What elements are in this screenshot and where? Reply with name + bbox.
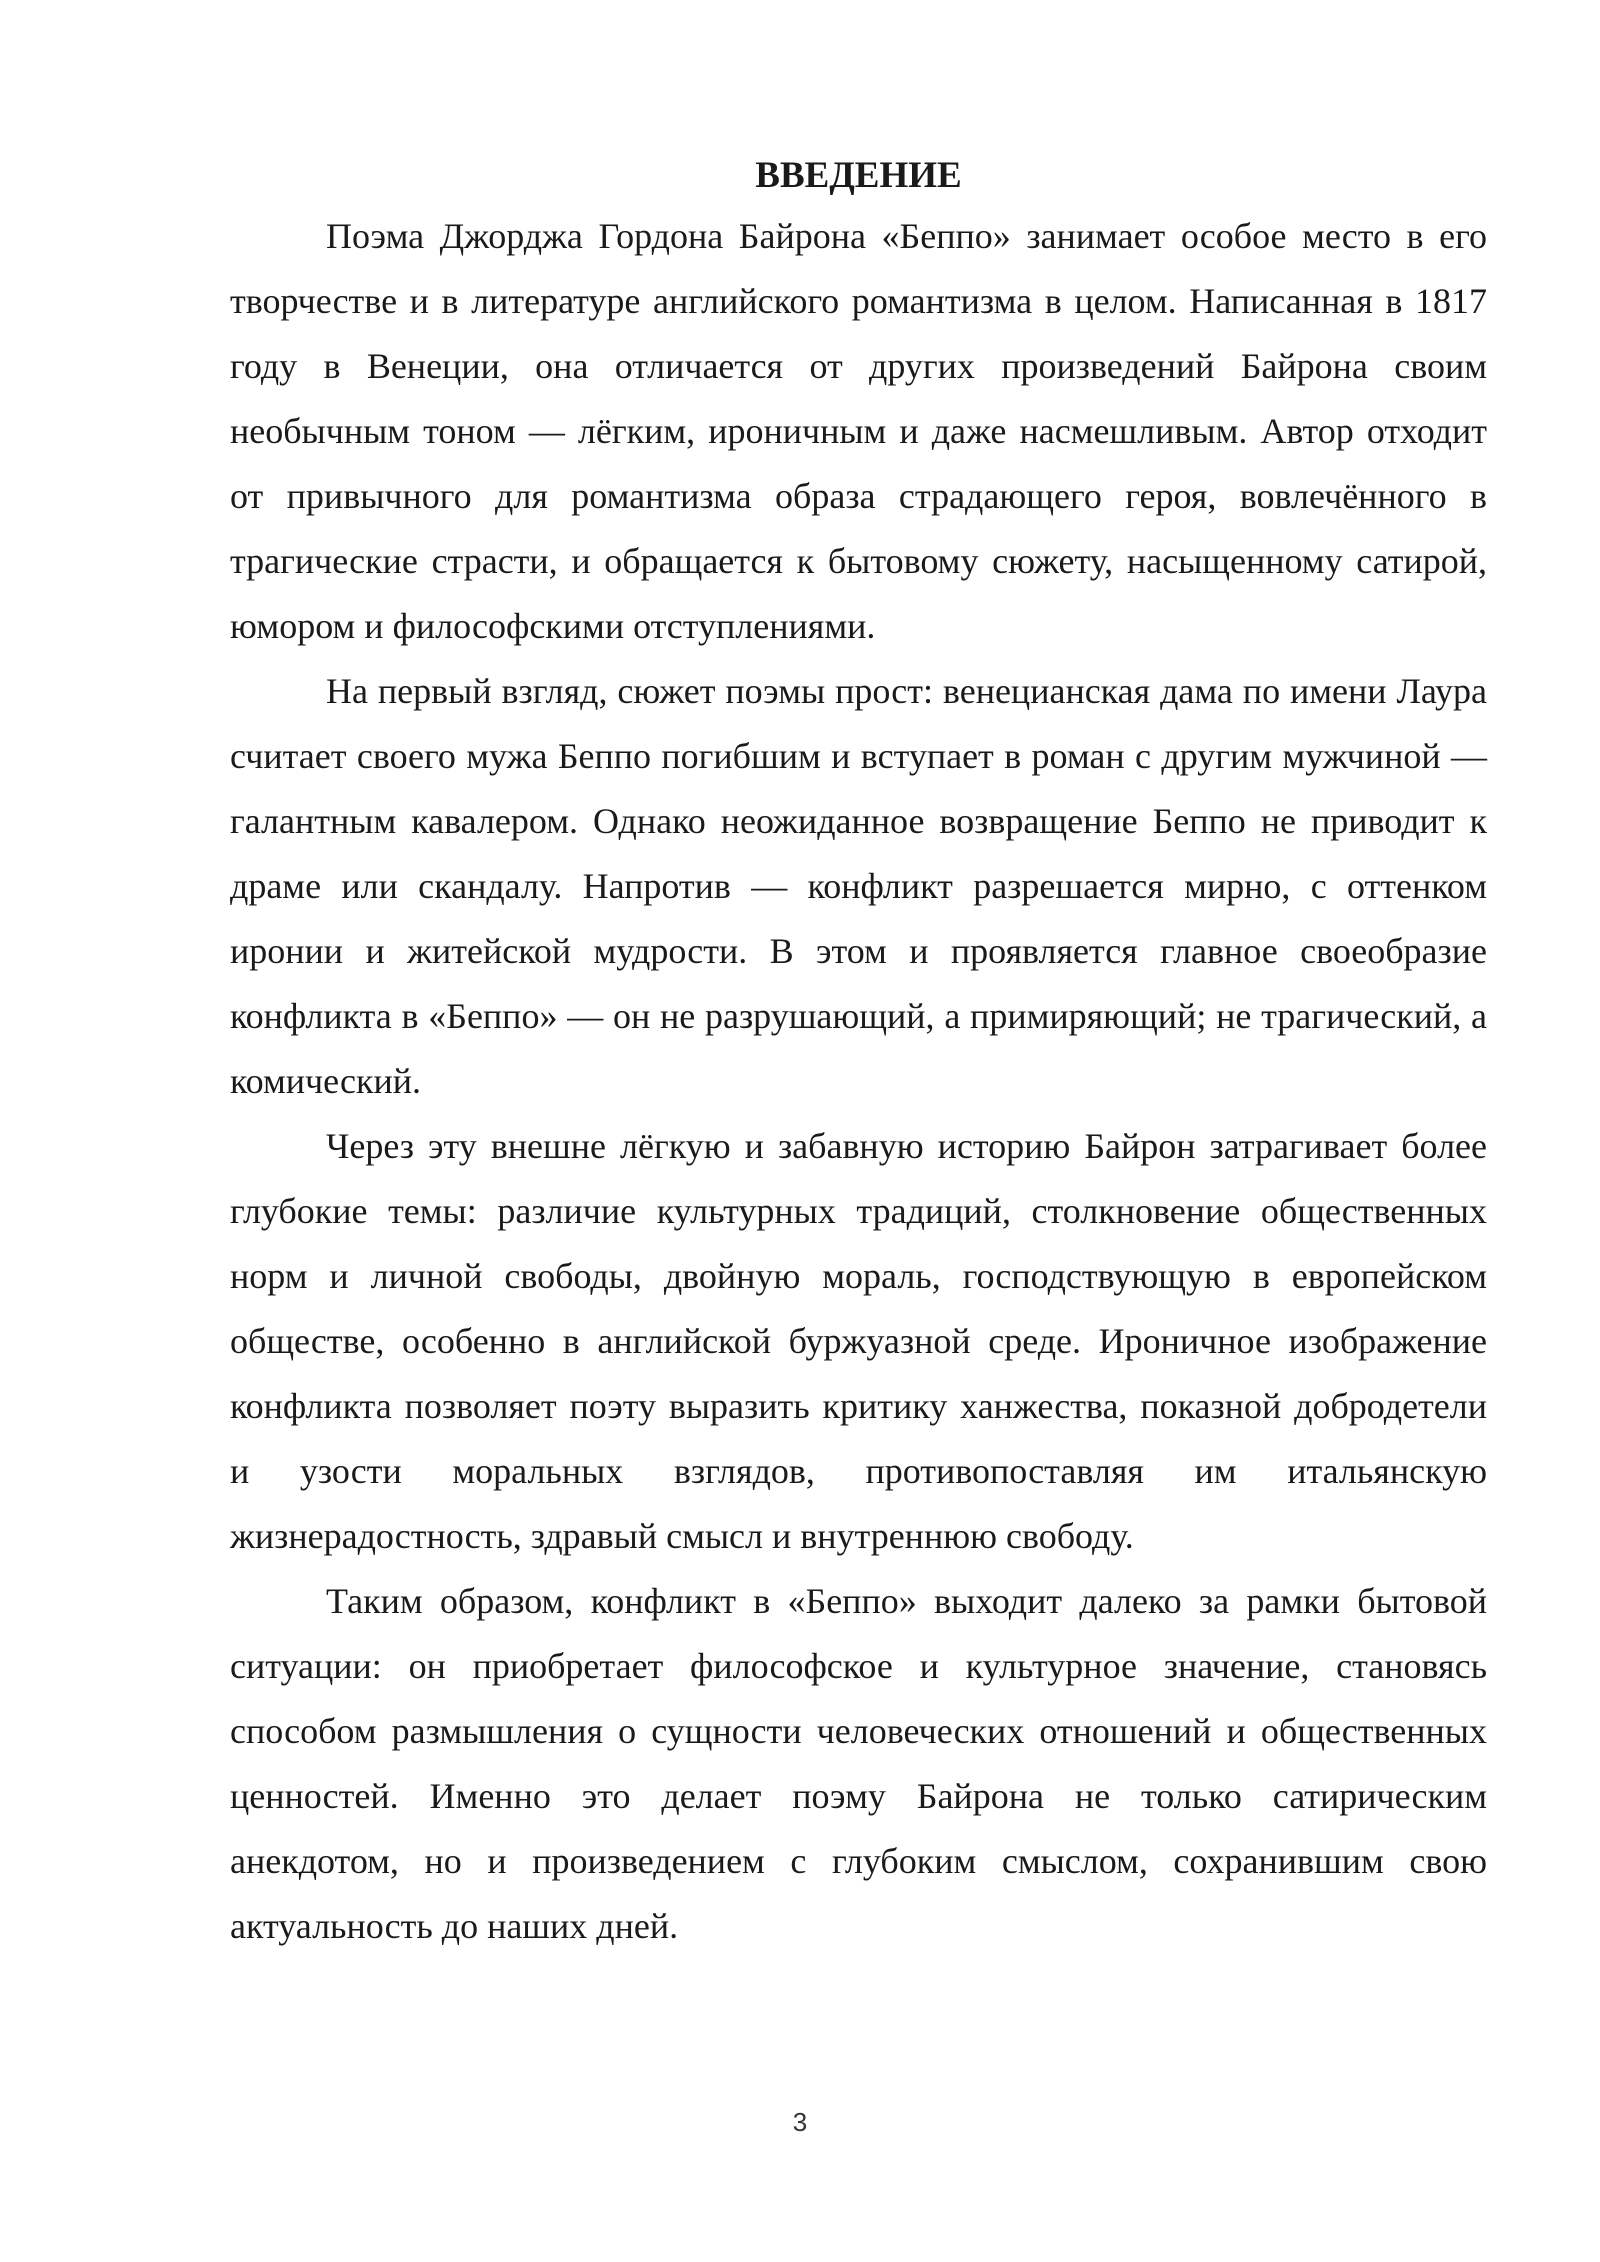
paragraph-1: Поэма Джорджа Гордона Байрона «Беппо» занимает особое место в его творчестве и в литературе английского романтизма в целом. Написанная в 1817 году в Венеции, она отличается от других произведений Байрона своим необычным тоном — лёгким, ироничным и даже насмешливым. Автор отходит от привычного для романтизма образа страдающего героя, вовлечённого в трагические страсти, и обращается к бытовому сюжету, насыщенному сатирой, юмором и философскими отступлениями.	[230, 216, 1487, 646]
paragraph-3: Через эту внешне лёгкую и забавную историю Байрон затрагивает более глубокие темы: различие культурных традиций, столкновение общественных норм и личной свободы, двойную мораль, господствующую в европейском обществе, особенно в английской буржуазной среде. Ироничное изображение конфликта позволяет поэту выразить критику ханжества, показной добродетели и узости моральных взглядов, противопоставляя им итальянскую жизнерадостность, здравый смысл и внутреннюю свободу.	[230, 1126, 1487, 1556]
paragraph-2: На первый взгляд, сюжет поэмы прост: венецианская дама по имени Лаура считает своего мужа Беппо погибшим и вступает в роман с другим мужчиной — галантным кавалером. Однако неожиданное возвращение Беппо не приводит к драме или скандалу. Напротив — конфликт разрешается мирно, с оттенком иронии и житейской мудрости. В этом и проявляется главное своеобразие конфликта в «Беппо» — он не разрушающий, а примиряющий; не трагический, а комический.	[230, 671, 1487, 1101]
paragraph-4: Таким образом, конфликт в «Беппо» выходит далеко за рамки бытовой ситуации: он приобретает философское и культурное значение, становясь способом размышления о сущности человеческих отношений и общественных ценностей. Именно это делает поэму Байрона не только сатирическим анекдотом, но и произведением с глубоким смыслом, сохранившим свою актуальность до наших дней.	[230, 1581, 1487, 1946]
page-number: 3	[792, 2107, 808, 2137]
section-heading: ВВЕДЕНИЕ	[755, 155, 962, 196]
document-body	[230, 148, 1487, 1959]
